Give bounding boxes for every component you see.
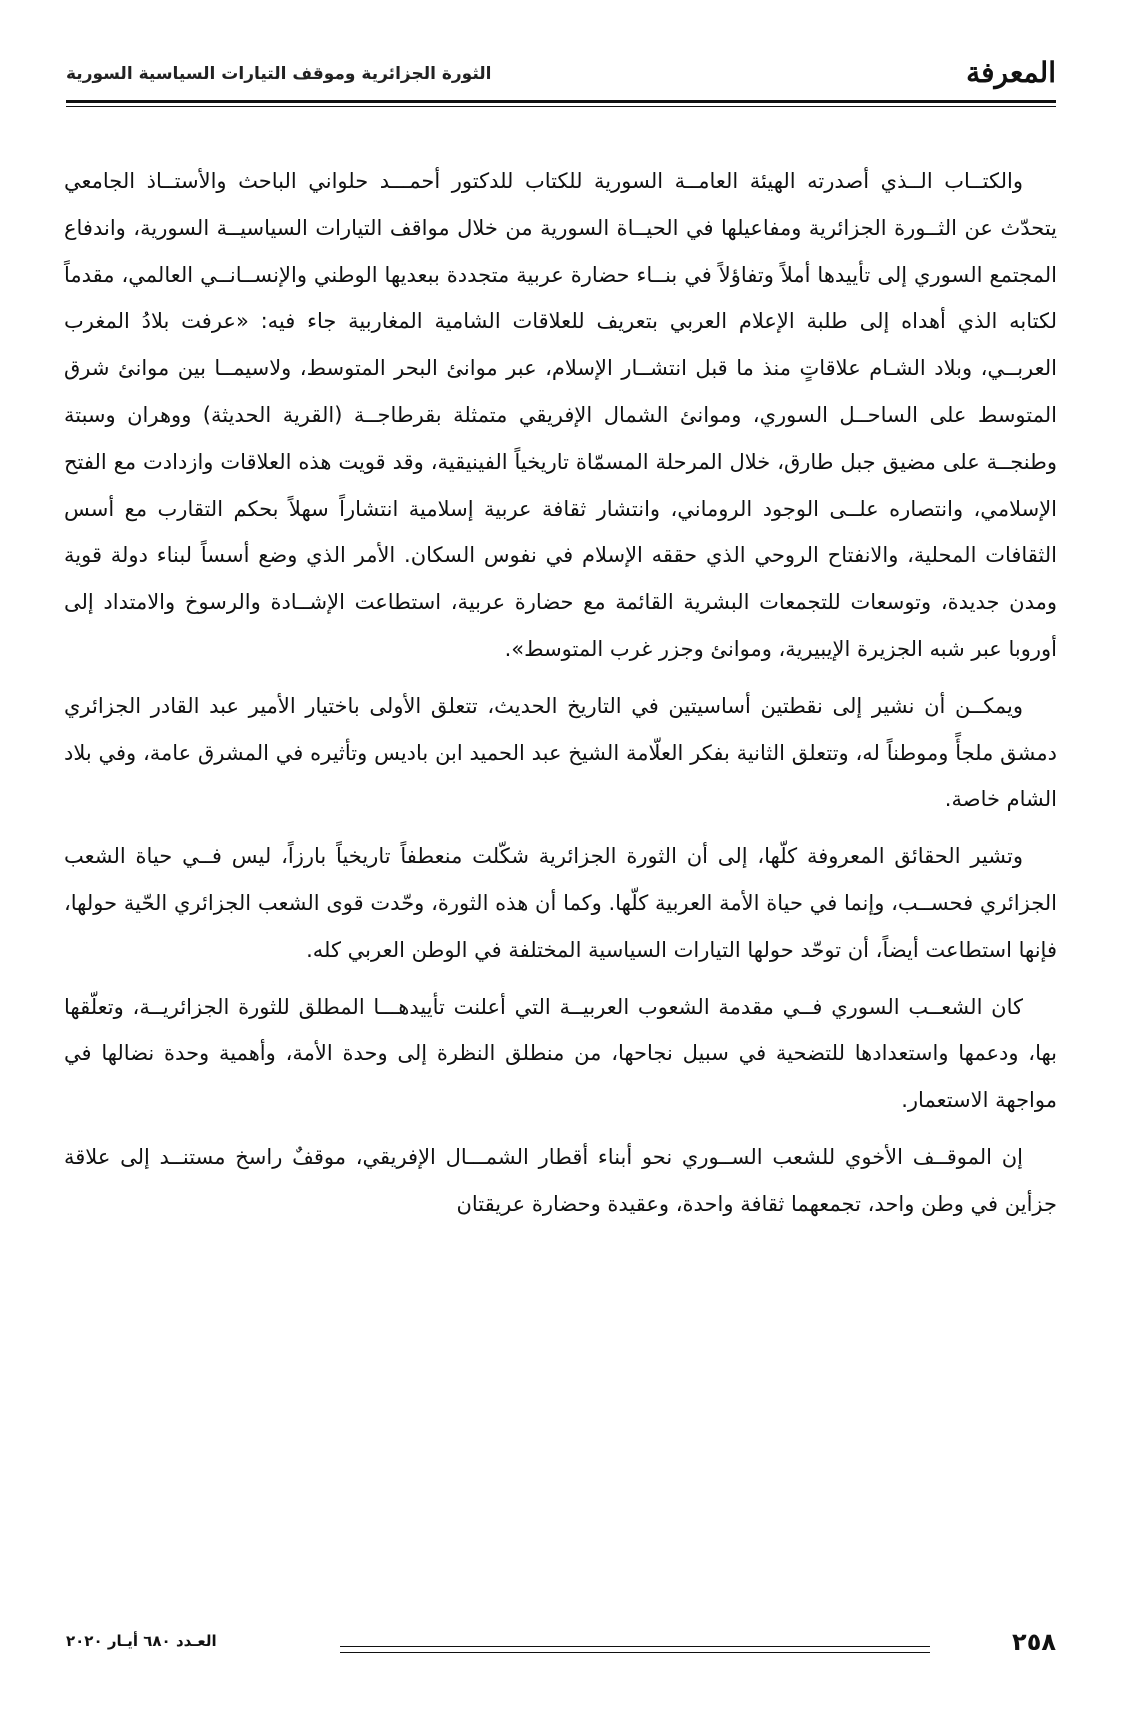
paragraph: ويمكــن أن نشير إلى نقطتين أساسيتين في التاريخ الحديث، تتعلق الأولى باختيار الأمير عبد القادر الجزائري دمشق ملجأً وموطناً له، وتتعلق الثانية بفكر العلّامة الشيخ عبد الحميد ابن باديس وتأثيره في المشرق عامة، وفي بلاد الشام خاصة. [64,693,1057,812]
paragraph: إن الموقــف الأخوي للشعب الســوري نحو أبناء أقطار الشمـــال الإفريقي، موقفٌ راسخ مستنــد إلى علاقة جزأين في وطن واحد، تجمعهما ثقافة واحدة، وعقيدة وحضارة عريقتان [64,1144,1057,1216]
running-title: الثورة الجزائرية وموقف التيارات السياسية السورية [66,64,492,84]
paragraph: كان الشعــب السوري فــي مقدمة الشعوب العربيــة التي أعلنت تأييدهـــا المطلق للثورة الجزائريــة، وتعلّقها بها، ودعمها واستعدادها للتضحية في سبيل نجاحها، من منطلق النظرة إلى وحدة الأمة، وأهمية وحدة نضالها في مواجهة الاستعمار. [64,994,1057,1113]
paragraph: وتشير الحقائق المعروفة كلّها، إلى أن الثورة الجزائرية شكّلت منعطفاً تاريخياً بارزاً، ليس فــي حياة الشعب الجزائري فحســب، وإنما في حياة الأمة العربية كلّها. وكما أن هذه الثورة، وحّدت قوى الشعب الجزائري الحّية حولها، فإنها استطاعت أيضاً، أن توحّد حولها التيارات السياسية المختلفة في الوطن العربي كله. [64,844,1057,962]
page-number: ٢٥٨ [1012,1628,1056,1656]
issue-info: العـدد ٦٨٠ أيـار ٢٠٢٠ [66,1632,217,1650]
header-rule-thin [66,106,1056,107]
paragraph: والكتــاب الــذي أصدرته الهيئة العامــة السورية للكتاب للدكتور أحمـــد حلواني الباحث والأستــاذ الجامعي يتحدّث عن الثــورة الجزائرية ومفاعيلها في الحيــاة السورية من خلال مواقف التيارات السياسيــة السورية، واندفاع المجتمع السوري إلى تأييدها أملاً وتفاؤلاً في بنــاء حضارة عربية متجددة ببعديها الوطني والإنســانــي العالمي، مقدماً لكتابه الذي أهداه إلى طلبة الإعلام العربي بتعريف للعلاقات الشامية المغاربية جاء فيه: «عرفت بلادُ المغرب العربــي، وبلاد الشـام علاقاتٍ منذ ما قبل انتشــار الإسلام، عبر موانئ البحر المتوسط، ولاسيمــا بين موانئ شرق المتوسط على الساحــل السوري، وموانئ الشمال الإفريقي متمثلة بقرطاجــة (القرية الحديثة) ووهران وسبتة وطنجــة على مضيق جبل طارق، خلال المرحلة المسمّاة تاريخياً الفينيقية، وقد قويت هذه العلاقات وازدادت مع الفتح الإسلامي، وانتصاره علــى الوجود الروماني، وانتشار ثقافة عربية إسلامية انتشاراً سهلاً بحكم التقارب مع أسس الثقافات المحلية، والانفتاح الروحي الذي حققه الإسلام في نفوس السكان. الأمر الذي وضع أسساً لبناء دولة قوية ومدن جديدة، وتوسعات للتجمعات البشرية القائمة مع حضارة عربية، استطاعت الإشــادة والرسوخ والامتداد إلى أوروبا عبر شبه الجزيرة الإيبيرية، وموانئ وجزر غرب المتوسط». [64,169,1057,661]
footer-rule [340,1646,930,1653]
article-body [64,158,1057,1238]
header-rule [66,100,1056,103]
magazine-logo: المعرفة [966,56,1056,89]
